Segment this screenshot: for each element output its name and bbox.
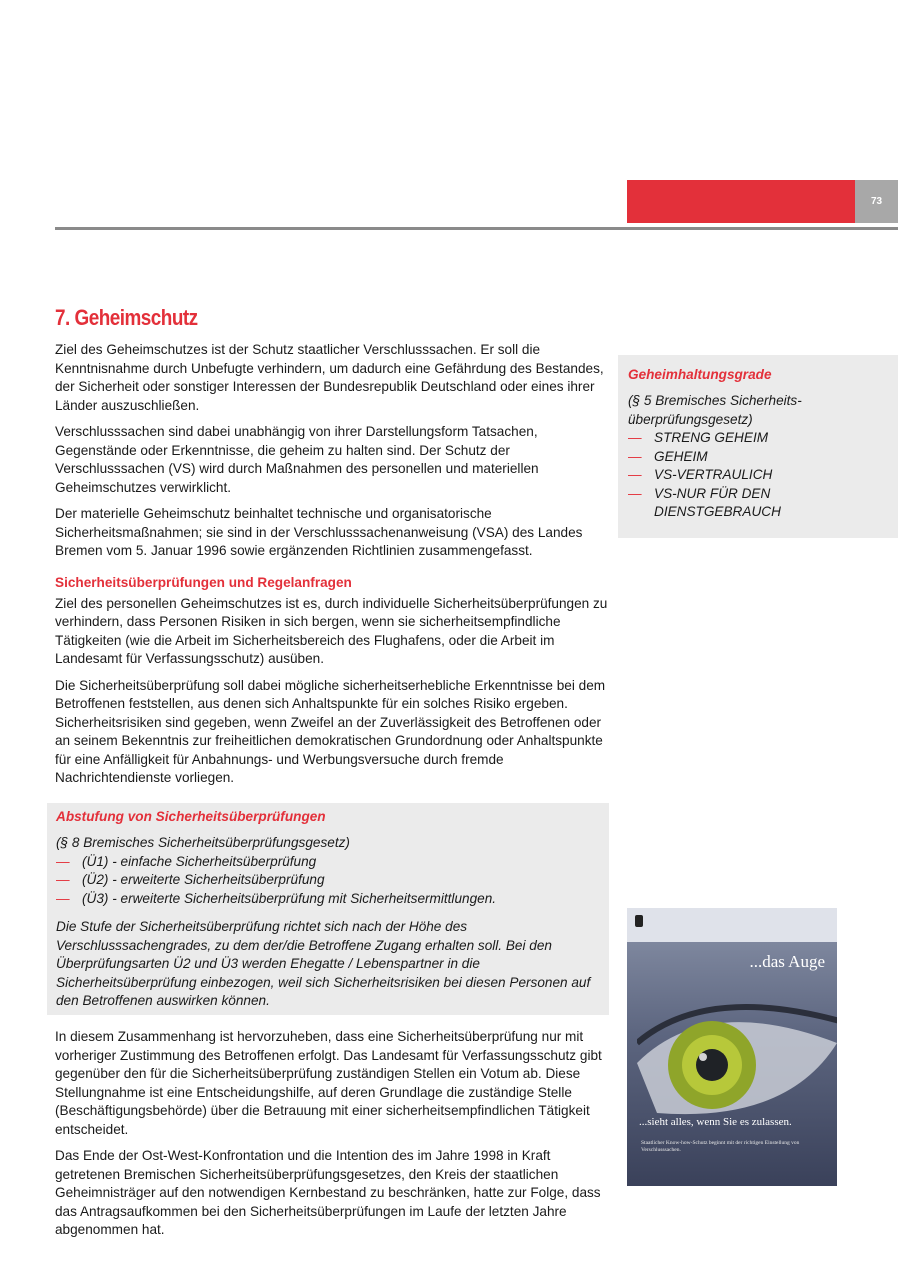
sidebox-title: Geheimhaltungsgrade (628, 367, 772, 382)
page-number-box (855, 180, 898, 223)
subsection-paragraph: Ziel des personellen Geheimschutzes ist es, durch individuelle Sicherheitsüberprüfungen zu verhindern, dass Personen Risiken in sich bergen, wenn sie sicherheitsempfindliche Tätigkeiten (wie die Arbeit im Sicherheitsbereich des Flughafens, oder die Arbeit im Landesamt für Verfassungsschutz) ausüben. (55, 595, 608, 666)
dash-bullet: — (56, 872, 70, 887)
eye-icon (637, 1003, 837, 1133)
poster-tagline: ...sieht alles, wenn Sie es zulassen. (639, 1116, 792, 1128)
main-column-continued (55, 1028, 610, 1248)
poster-small-text: Staatlicher Know-how-Schutz beginnt mit der richtigen Einstellung von Verschlusssachen. (641, 1140, 800, 1153)
abstufung-item-text: (Ü2) - erweiterte Sicherheitsüberprüfung (82, 872, 325, 887)
subsection-title: Sicherheitsüberprüfungen und Regelanfragen (55, 574, 352, 590)
dash-bullet: — (628, 485, 642, 501)
sidebox-item (628, 485, 890, 504)
sidebox-item-text: GEHEIM (654, 448, 708, 464)
sidebox-item (628, 466, 890, 485)
eagle-icon (635, 915, 643, 927)
sidebox-item-text: DIENSTGEBRAUCH (654, 504, 781, 519)
header-divider (55, 227, 898, 230)
dash-bullet: — (628, 430, 642, 445)
sidebox-source: (§ 5 Bremisches Sicherheits- (628, 393, 802, 408)
main-column (55, 305, 610, 796)
sidebox-item-continuation (628, 503, 890, 522)
abstufung-note: Die Stufe der Sicherheitsüberprüfung richtet sich nach der Höhe des Verschlusssachengrades, zu dem der/die Betroffene Zugang erhalten soll. Bei den Überprüfungsarten Ü2 und Ü3 werden Ehegatte / Lebenspartner in die Sicherheitsüberprüfung einbezogen, weil sich Sicherheitsrisiken bei diesen Personen auf den Betroffenen auswirken können. (56, 919, 591, 1008)
header-red-bar (627, 180, 855, 223)
closing-paragraph: Das Ende der Ost-West-Konfrontation und die Intention des im Jahre 1998 in Kraft getretenen Bremischen Sicherheitsüberprüfungsgesetzes, den Kreis der staatlichen Geheimnisträger auf den notwendigen Kernbestand zu beschränken, hatte zur Folge, dass das Antragsaufkommen bei den Sicherheitsüberprüfungen im Laufe der letzten Jahre abgenommen hat. (55, 1148, 601, 1237)
poster-headline: ...das Auge (749, 952, 825, 971)
sidebox-item-text: VS-VERTRAULICH (654, 467, 773, 482)
sidebox-item-text: STRENG GEHEIM (654, 430, 769, 445)
dash-bullet: — (56, 853, 70, 869)
intro-paragraph: Ziel des Geheimschutzes ist der Schutz staatlicher Verschlusssachen. Er soll die Kenntnisnahme durch Unbefugte verhindern, um dadurch eine Gefährdung des Bestandes, der Sicherheit oder sonstiger Interessen der Bundesrepublik Deutschland oder eines ihrer Länder auszuschließen. (55, 342, 604, 413)
intro-paragraph: Verschlusssachen sind dabei unabhängig von ihrer Darstellungsform Tatsachen, Gegenstände oder Erkenntnisse, die geheim zu halten sind. Der Schutz der Verschlusssachen (VS) wird durch Maßnahmen des personellen und materiellen Geheimschutzes verwirklicht. (55, 424, 539, 495)
sidebox-item-text: VS-NUR FÜR DEN (654, 485, 771, 501)
abstufung-source: (§ 8 Bremisches Sicherheitsüberprüfungsgesetz) (56, 835, 350, 850)
abstufung-item-text: (Ü3) - erweiterte Sicherheitsüberprüfung mit Sicherheitsermittlungen. (82, 890, 497, 906)
sidebox-item (628, 448, 890, 467)
intro-paragraph: Der materielle Geheimschutz beinhaltet technische und organisatorische Sicherheitsmaßnahmen; sie sind in der Verschlusssachenanweisung (VSA) des Landes Bremen vom 5. Januar 1996 sowie ergänzenden Richtlinien zusammengefasst. (55, 506, 583, 558)
poster-image (627, 908, 837, 1186)
poster-logo-band (627, 908, 837, 942)
dash-bullet: — (628, 467, 642, 482)
abstufung-box (56, 809, 601, 1011)
closing-paragraph: In diesem Zusammenhang ist hervorzuheben, dass eine Sicherheitsüberprüfung nur mit vorheriger Zustimmung des Betroffenen erfolgt. Das Landesamt für Verfassungsschutz gibt gegenüber den für die Sicherheitsüberprüfung zuständigen Stellen ein Votum ab. Diese Stellungnahme ist eine Entscheidungshilfe, auf deren Grundlage die zuständige Stelle (Beschäftigungsbehörde) über die Betrauung mit einer sicherheitsempfindlichen Tätigkeit entscheidet. (55, 1029, 602, 1137)
subsection-paragraph: Die Sicherheitsüberprüfung soll dabei mögliche sicherheitserhebliche Erkenntnisse bei dem Betroffenen feststellen, aus denen sich Anhaltspunkte für ein solches Risiko ergeben. Sicherheitsrisiken sind gegeben, wenn Zweifel an der Zuverlässigkeit des Betroffenen oder an seinem Bekenntnis zur freiheitlichen demokratischen Grundordnung oder Anhaltspunkte für eine Anfälligkeit für Anbahnungs- und Werbungsversuche durch fremde Nachrichtendienste vorliegen. (55, 677, 606, 785)
chapter-title: 7. Geheimschutz (55, 305, 198, 330)
page-number: 73 (870, 196, 883, 207)
abstufung-item (56, 890, 601, 909)
dash-bullet: — (628, 448, 642, 464)
sidebox-source: überprüfungsgesetz) (628, 411, 753, 427)
geheimhaltungsgrade-box (628, 367, 890, 522)
abstufung-item-text: (Ü1) - einfache Sicherheitsüberprüfung (82, 853, 317, 869)
abstufung-box-title: Abstufung von Sicherheitsüberprüfungen (56, 809, 326, 824)
abstufung-item (56, 853, 601, 872)
sidebox-item (628, 429, 890, 448)
dash-bullet: — (56, 890, 70, 906)
abstufung-item (56, 871, 601, 890)
